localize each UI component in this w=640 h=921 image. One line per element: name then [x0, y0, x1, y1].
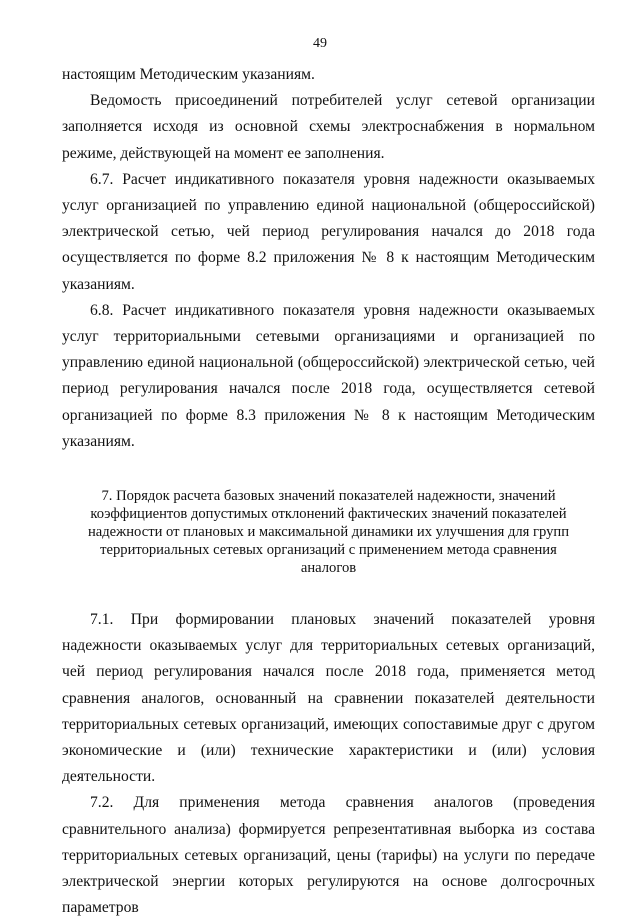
paragraph-vedomost: Ведомость присоединений потребителей услуг сетевой организации заполняется исходя из основной схемы электроснабжения в нормальном режиме, действующей на момент ее заполнения.: [62, 92, 595, 162]
paragraph-6-8: 6.8. Расчет индикативного показателя уровня надежности оказываемых услуг территориальными сетевыми организациями и организацией по управлению единой национальной (общероссийской) электрической сетью, чей период регулирования начался после 2018 года, осуществляется сетевой организацией по форме 8.3 приложения № 8 к настоящим Методическим указаниям.: [62, 301, 595, 450]
paragraph-6-7: 6.7. Расчет индикативного показателя уровня надежности оказываемых услуг организацией по управлению единой национальной (общероссийской) электрической сетью, чей период регулирования начался до 2018 года осуществляется по форме 8.2 приложения № 8 к настоящим Методическим указаниям.: [62, 170, 595, 293]
heading-line: территориальных сетевых организаций с применением метода сравнения: [100, 542, 557, 559]
paragraph-continuation: настоящим Методическим указаниям.: [62, 66, 315, 83]
heading-line: 7. Порядок расчета базовых значений показателей надежности, значений: [101, 488, 556, 505]
heading-line: коэффициентов допустимых отклонений фактических значений показателей: [90, 506, 567, 523]
heading-line: надежности от плановых и максимальной динамики их улучшения для групп: [87, 524, 570, 541]
section-heading-7: [62, 487, 595, 577]
paragraph-7-2: 7.2. Для применения метода сравнения аналогов (проведения сравнительного анализа) формируется репрезентативная выборка из состава территориальных сетевых организаций, цены (тарифы) на услуги по передаче электрической энергии которых регулируются на основе долгосрочных параметров: [62, 794, 595, 917]
heading-line: аналогов: [300, 560, 357, 577]
paragraph-7-1: 7.1. При формировании плановых значений показателей уровня надежности оказываемых услуг для территориальных сетевых организаций, чей период регулирования начался после 2018 года, применяется метод сравнения аналогов, основанный на сравнении показателей деятельности территориальных сетевых организаций, имеющих сопоставимые друг с другом экономические и (или) технические характеристики и (или) условия деятельности.: [62, 611, 595, 786]
page-content: [62, 62, 595, 921]
page-number: 49: [313, 36, 327, 51]
